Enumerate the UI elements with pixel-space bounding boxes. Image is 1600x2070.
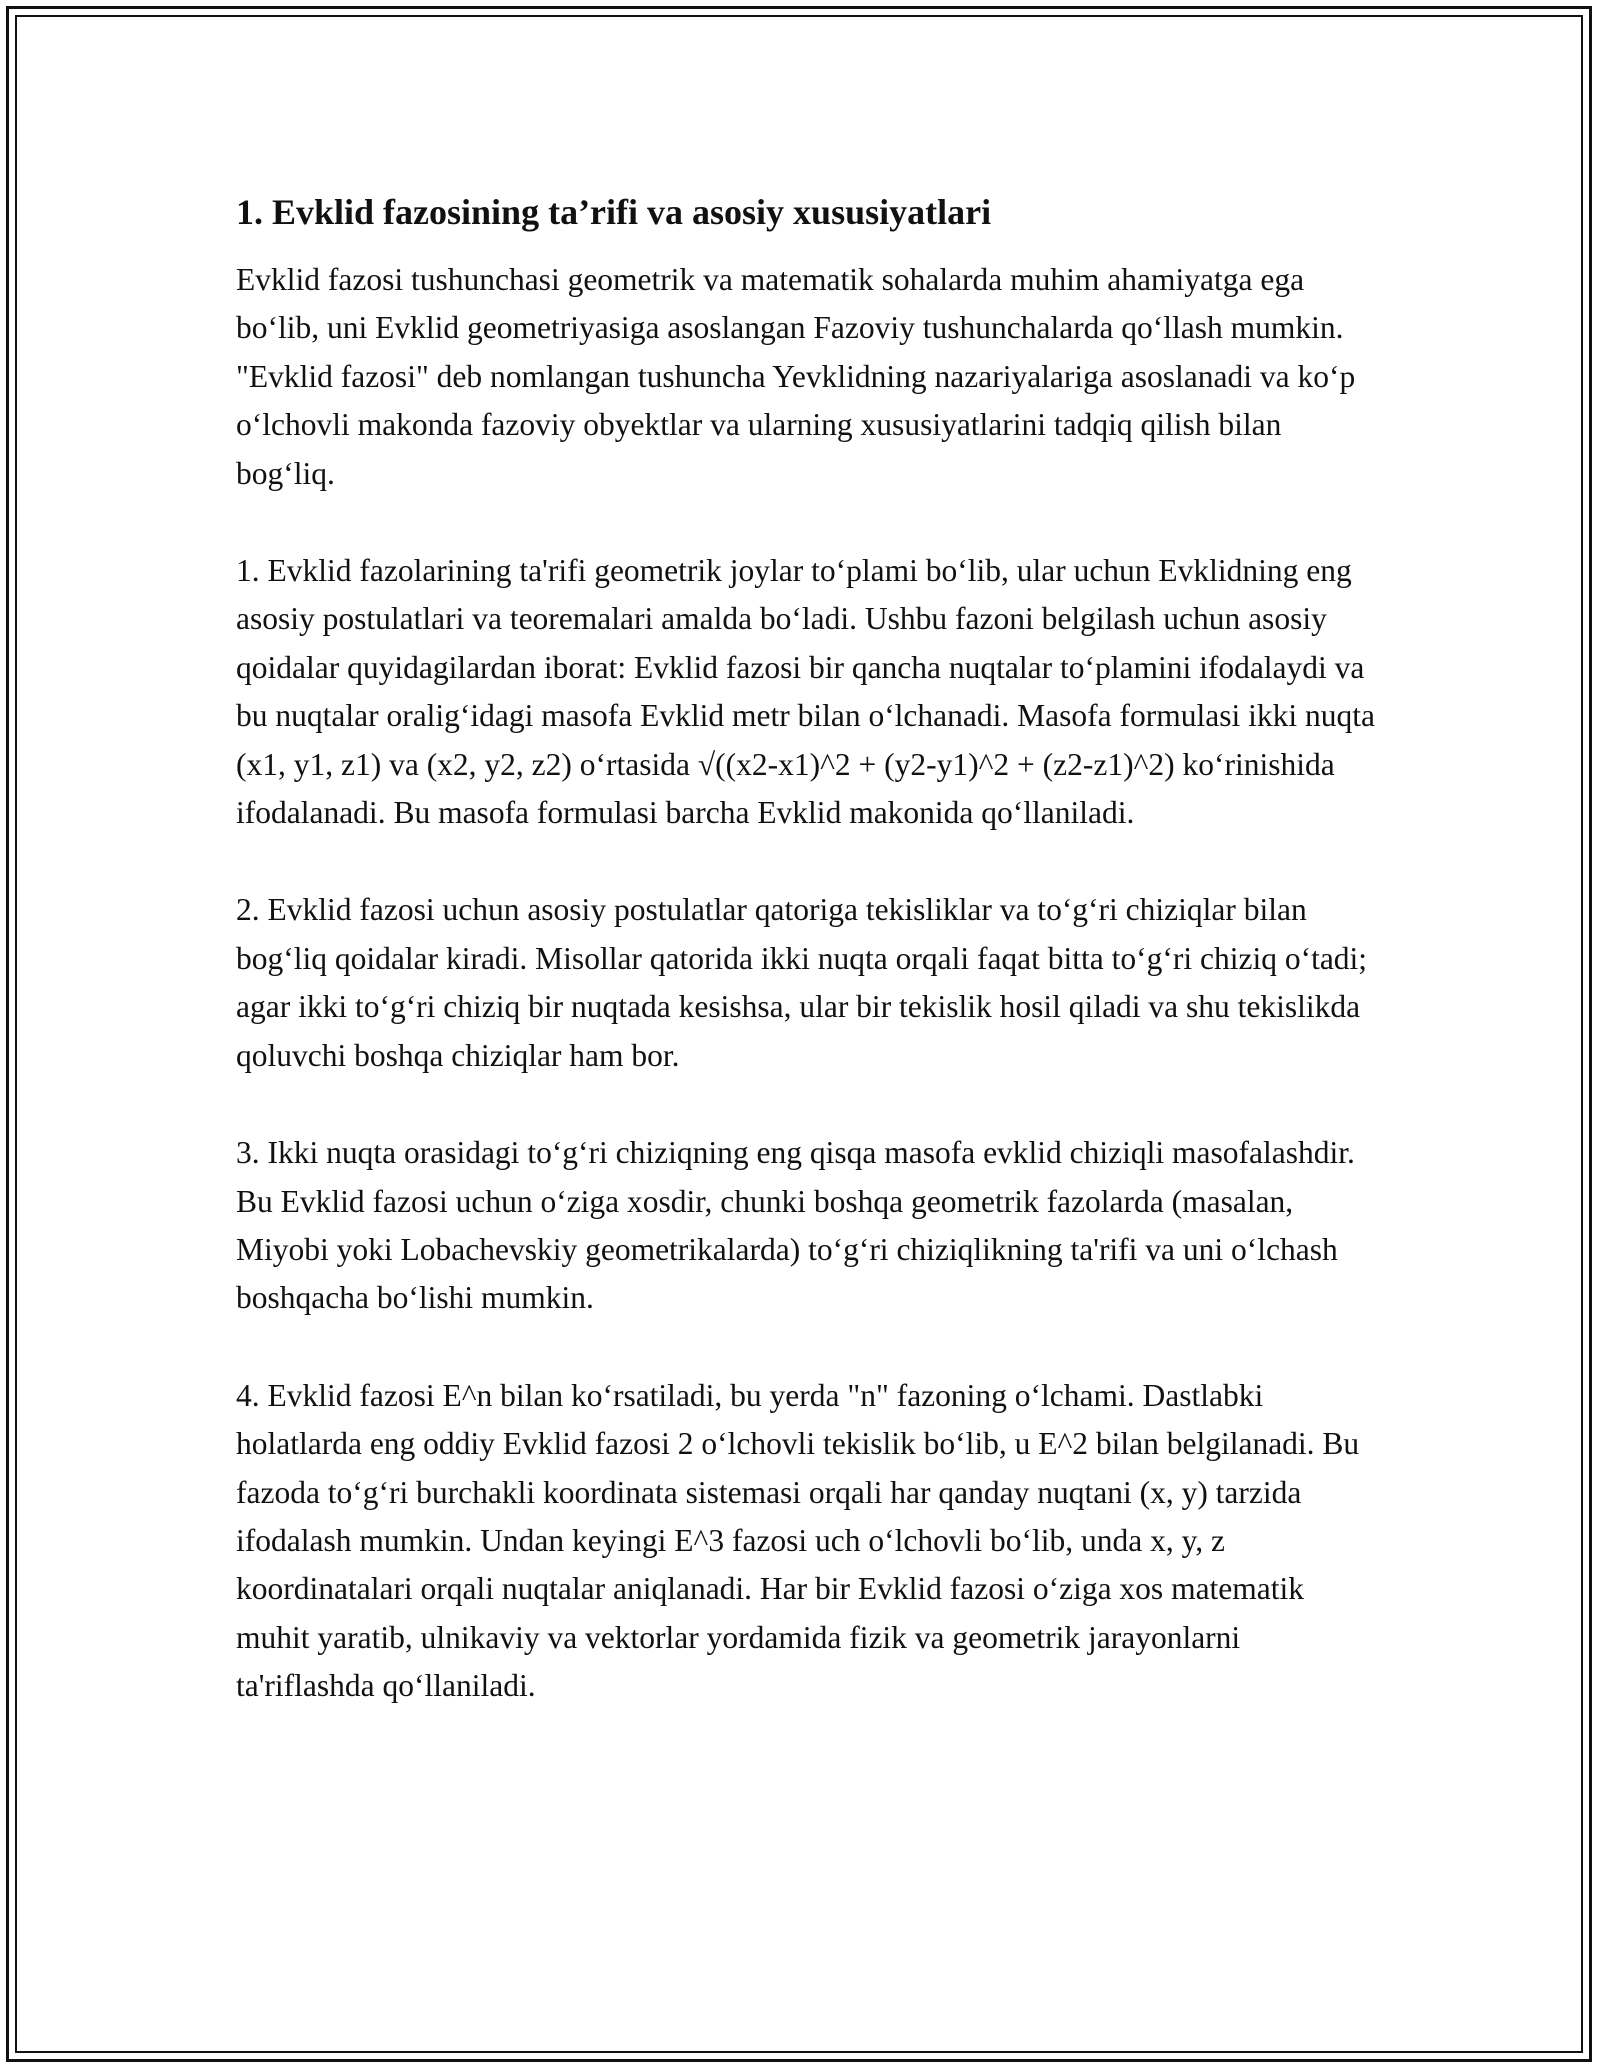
paragraph-1: 1. Evklid fazolarining ta'rifi geometrik joylar to‘plami bo‘lib, ular uchun Evklidning eng asosiy postulatlari va teoremalari amalda bo‘ladi. Ushbu fazoni belgilash uchun asosiy qoidalar quyidagilardan iborat: Evklid fazosi bir qancha nuqtalar to‘plamini ifodalaydi va bu nuqtalar oralig‘idagi masofa Evklid metr bilan o‘lchanadi. Masofa formulasi ikki nuqta (x1, y1, z1) va (x2, y2, z2) o‘rtasida √((x2-x1)^2 + (y2-y1)^2 + (z2-z1)^2) ko‘rinishida ifodalanadi. Bu masofa formulasi barcha Evklid makonida qo‘llaniladi. [236, 553, 1375, 831]
intro-paragraph: Evklid fazosi tushunchasi geometrik va matematik sohalarda muhim ahamiyatga ega bo‘lib, uni Evklid geometriyasiga asoslangan Fazoviy tushunchalarda qo‘llash mumkin. "Evklid fazosi" deb nomlangan tushuncha Yevklidning nazariyalariga asoslanadi va ko‘p o‘lchovli makonda fazoviy obyektlar va ularning xususiyatlarini tadqiq qilish bilan bog‘liq. [236, 262, 1356, 491]
paragraph-2: 2. Evklid fazosi uchun asosiy postulatlar qatoriga tekisliklar va to‘g‘ri chiziqlar bilan bog‘liq qoidalar kiradi. Misollar qatorida ikki nuqta orqali faqat bitta to‘g‘ri chiziq o‘tadi; agar ikki to‘g‘ri chiziq bir nuqtada kesishsa, ular bir tekislik hosil qiladi va shu tekislikda qoluvchi boshqa chiziqlar ham bor. [236, 892, 1368, 1073]
document-body [236, 188, 1376, 1760]
paragraph-4: 4. Evklid fazosi E^n bilan ko‘rsatiladi, bu yerda "n" fazoning o‘lchami. Dastlabki holatlarda eng oddiy Evklid fazosi 2 o‘lchovli tekislik bo‘lib, u E^2 bilan belgilanadi. Bu fazoda to‘g‘ri burchakli koordinata sistemasi orqali har qanday nuqtani (x, y) tarzida ifodalash mumkin. Undan keyingi E^3 fazosi uch o‘lchovli bo‘lib, unda x, y, z koordinatalari orqali nuqtalar aniqlanadi. Har bir Evklid fazosi o‘ziga xos matematik muhit yaratib, ulnikaviy va vektorlar yordamida fizik va geometrik jarayonlarni ta'riflashda qo‘llaniladi. [236, 1377, 1360, 1704]
document-title: 1. Evklid fazosining ta’rifi va asosiy xususiyatlari [236, 192, 992, 232]
paragraph-3: 3. Ikki nuqta orasidagi to‘g‘ri chiziqning eng qisqa masofa evklid chiziqli masofalashdir. Bu Evklid fazosi uchun o‘ziga xosdir, chunki boshqa geometrik fazolarda (masalan, Miyobi yoki Lobachevskiy geometrikalarda) to‘g‘ri chiziqlikning ta'rifi va uni o‘lchash boshqacha bo‘lishi mumkin. [236, 1135, 1355, 1316]
